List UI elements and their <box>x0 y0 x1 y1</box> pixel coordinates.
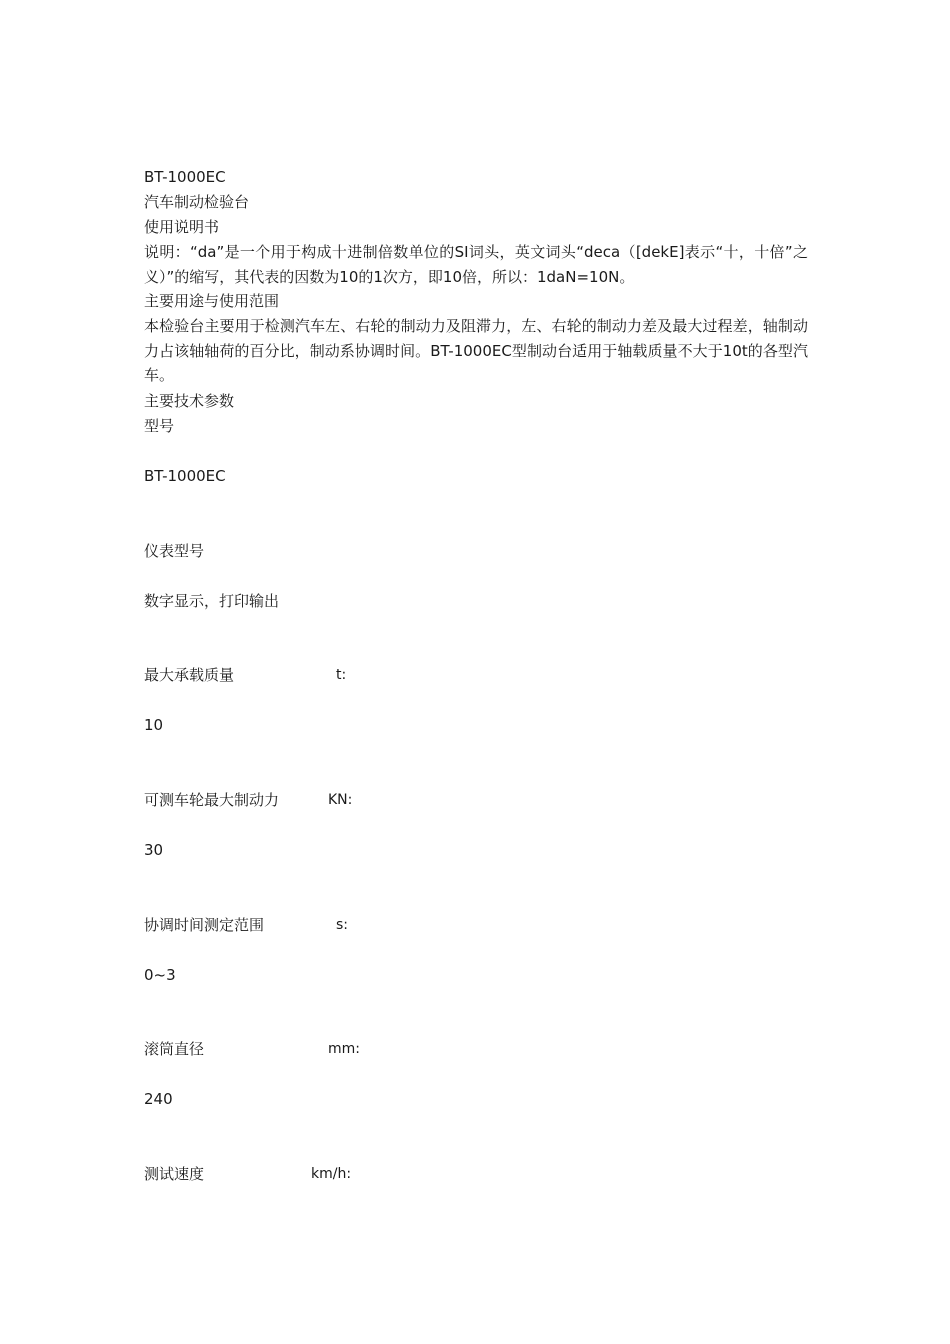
param-label-test-speed: 测试速度 <box>144 1165 205 1183</box>
param-value-roller-diameter: 240 <box>144 1090 173 1108</box>
param-value-model: BT-1000EC <box>144 467 226 485</box>
param-unit-roller-diameter: mm: <box>328 1041 360 1057</box>
product-name: 汽车制动检验台 <box>144 193 250 211</box>
model-title: BT-1000EC <box>144 168 226 186</box>
param-label-meter: 仪表型号 <box>144 542 205 560</box>
param-label-coord-time: 协调时间测定范围 <box>144 916 265 934</box>
param-label-roller-diameter: 滚筒直径 <box>144 1040 205 1058</box>
param-value-meter: 数字显示，打印输出 <box>144 592 280 610</box>
param-unit-max-load: t: <box>336 667 347 683</box>
manual-title: 使用说明书 <box>144 218 220 236</box>
purpose-heading: 主要用途与使用范围 <box>144 292 280 310</box>
purpose-paragraph: 本检验台主要用于检测汽车左、右轮的制动力及阻滞力，左、右轮的制动力差及最大过程差，轴制动力占该轴轴荷的百分比，制动系协调时间。BT-1000EC型制动台适用于轴载质量不大于10t的各型汽车。 <box>144 317 808 384</box>
param-unit-max-brake-force: KN: <box>328 792 353 808</box>
note-paragraph: 说明：“da”是一个用于构成十进制倍数单位的SI词头，英文词头“deca（[dekE]表示“十，十倍”之义）”的缩写，其代表的因数为10的1次方，即10倍，所以：1daN=10N。 <box>144 243 808 286</box>
param-unit-test-speed: km/h: <box>311 1166 352 1182</box>
param-value-max-brake-force: 30 <box>144 841 164 859</box>
param-value-coord-time: 0~3 <box>144 966 176 984</box>
param-label-max-brake-force: 可测车轮最大制动力 <box>144 791 280 809</box>
param-label-model: 型号 <box>144 417 175 435</box>
params-heading: 主要技术参数 <box>144 392 235 410</box>
param-label-max-load: 最大承载质量 <box>144 666 235 684</box>
param-value-max-load: 10 <box>144 716 164 734</box>
param-unit-coord-time: s: <box>336 917 349 933</box>
